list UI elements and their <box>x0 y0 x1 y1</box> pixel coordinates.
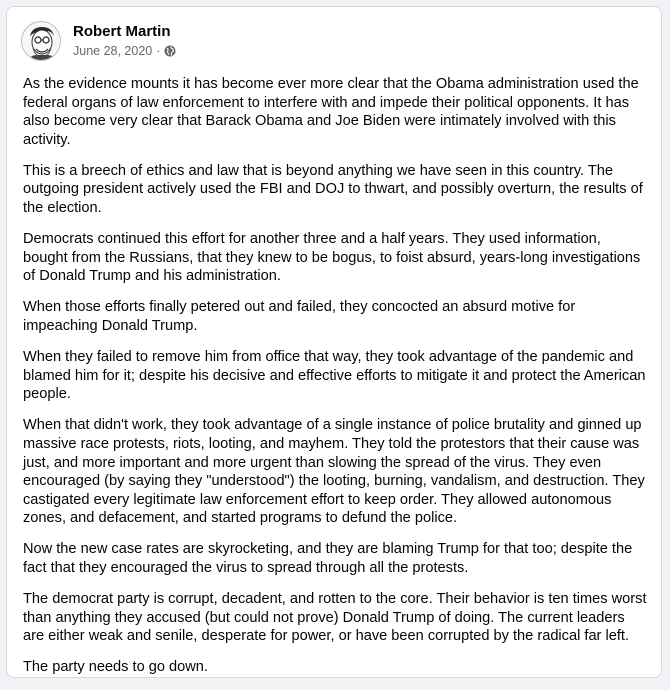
post-paragraph: When that didn't work, they took advantage of a single instance of police brutality and ginned up massive race protests, riots, looting, and mayhem. They told the protestors that their cause was just, and more important and more urgent than slowing the spread of the virus. They even encouraged (by saying they "understood") the looting, burning, vandalism, and destruction. They castigated every legitimate law enforcement effort to keep order. They allowed autonomous zones, and defacement, and started programs to defund the police. <box>23 417 645 527</box>
post-paragraph: The party needs to go down. <box>23 659 208 676</box>
post-body <box>23 75 647 690</box>
post-paragraph: This is a breech of ethics and law that is beyond anything we have seen in this country. The outgoing president actively used the FBI and DOJ to thwart, and possibly overturn, the results of the election. <box>23 162 643 217</box>
avatar[interactable] <box>21 21 61 61</box>
post-header <box>21 19 176 63</box>
post-paragraph: Democrats continued this effort for another three and a half years. They used information, bought from the Russians, that they knew to be bogus, to foist absurd, years-long investigations of Donald Trump and his administration. <box>23 231 641 285</box>
post-meta <box>73 22 176 60</box>
post-subline <box>73 42 176 60</box>
post-paragraph: The democrat party is corrupt, decadent, and rotten to the core. Their behavior is ten times worst than anything they accused (but could not prove) Donald Trump of doing. The current leaders are either weak and senile, desperate for power, or have been corrupted by the radical far left. <box>23 591 647 645</box>
post-card <box>6 6 662 678</box>
globe-icon[interactable] <box>164 45 176 57</box>
author-name[interactable]: Robert Martin <box>73 23 171 40</box>
caricature-avatar-icon <box>22 22 61 61</box>
post-paragraph: As the evidence mounts it has become ever more clear that the Obama administration used the federal organs of law enforcement to interfere with and impede their political opponents. It has also become very clear that Barack Obama and Joe Biden were intimately involved with this activity. <box>23 76 639 148</box>
separator-dot: · <box>156 44 161 58</box>
post-paragraph: Now the new case rates are skyrocketing, and they are blaming Trump for that too; despite the fact that they encouraged the virus to spread through all the protests. <box>23 541 633 577</box>
post-paragraph: When those efforts finally petered out and failed, they concocted an absurd motive for impeaching Donald Trump. <box>23 299 576 335</box>
post-paragraph: When they failed to remove him from office that way, they took advantage of the pandemic and blamed him for it; despite his decisive and effective efforts to mitigate it and protect the American people. <box>23 349 646 403</box>
post-date[interactable]: June 28, 2020 <box>73 44 153 58</box>
